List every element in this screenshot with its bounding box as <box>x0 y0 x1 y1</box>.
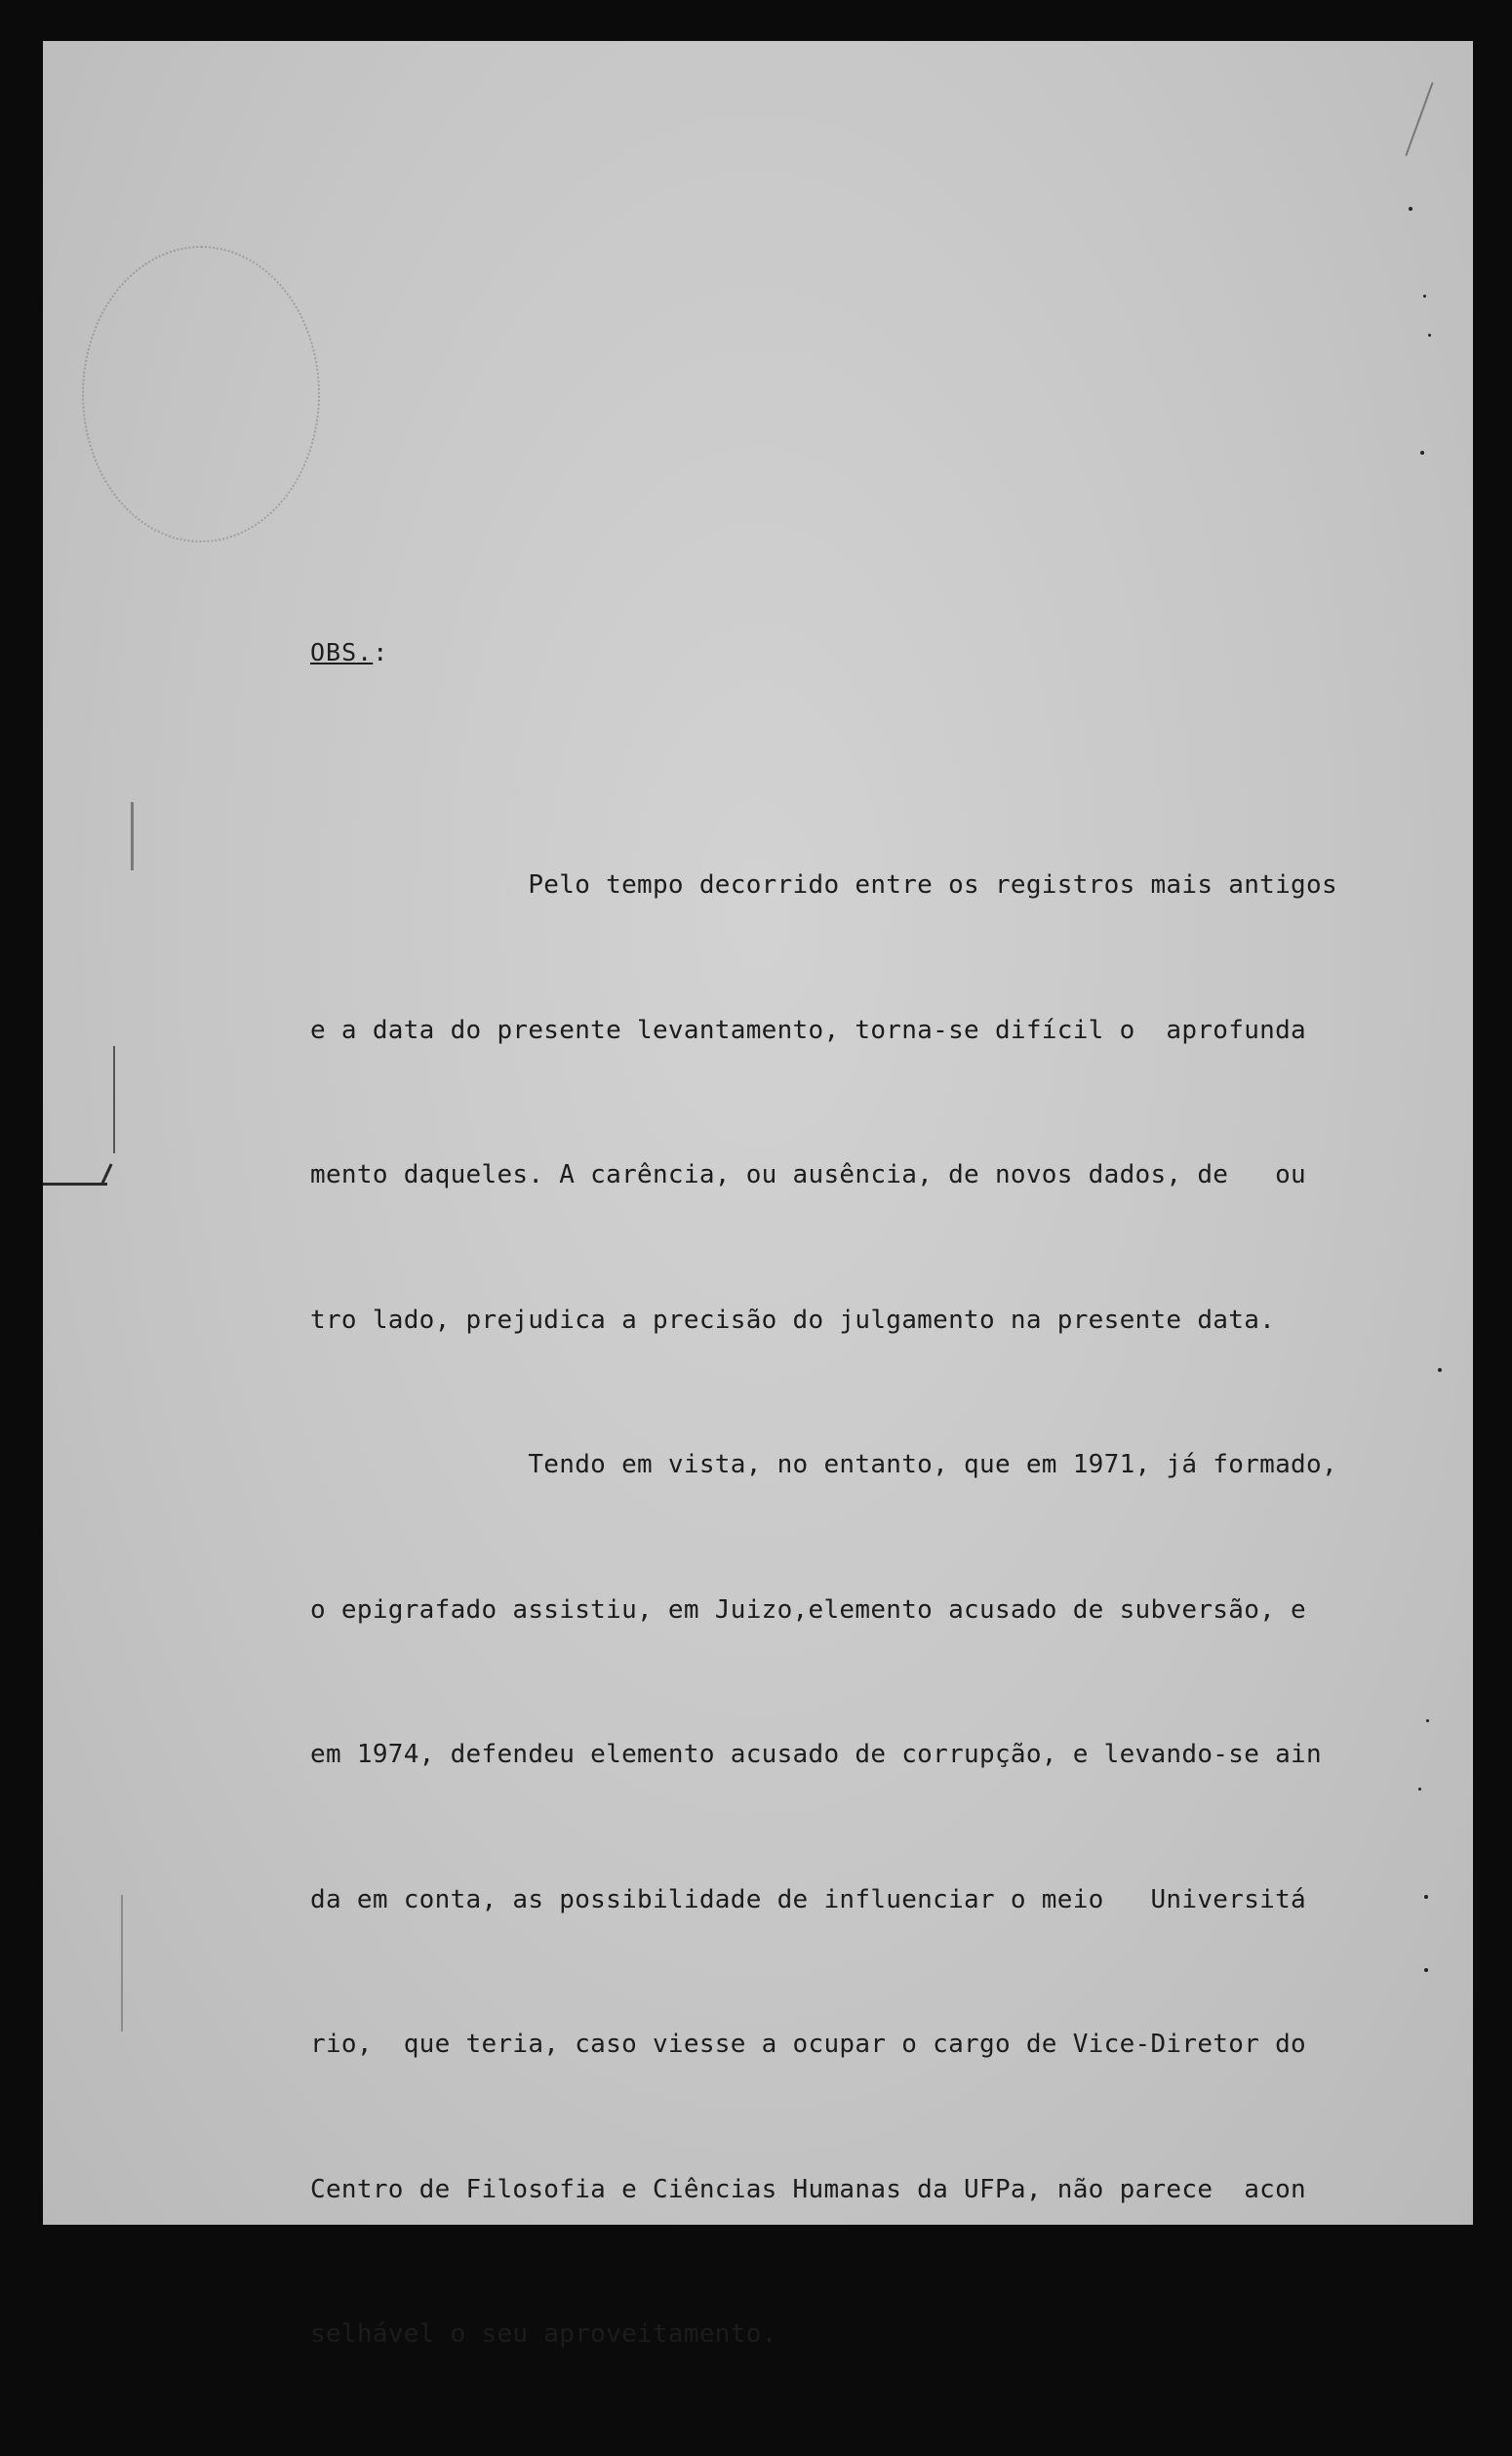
scan-speck <box>1428 334 1431 337</box>
memo-line: mento daqueles. A carência, ou ausência, de novos dados, de ou <box>310 1160 1307 1189</box>
obs-label: OBS. <box>310 638 374 666</box>
document-page <box>43 41 1473 2349</box>
memo-line: tro lado, prejudica a precisão do julgamento na presente data. <box>310 1305 1276 1335</box>
memo-body <box>310 765 1461 2456</box>
scan-speck <box>1420 451 1424 455</box>
margin-mark <box>43 1183 107 1186</box>
obs-heading <box>310 638 388 666</box>
memo-line: Tendo em vista, no entanto, que em 1971, já formado, <box>310 1450 1337 1479</box>
obs-colon: : <box>373 638 389 666</box>
scan-speck <box>1426 1719 1429 1722</box>
scan-speck <box>1418 1788 1421 1791</box>
scan-speck <box>1438 1368 1442 1372</box>
scan-speck <box>1409 207 1413 211</box>
margin-mark <box>121 1895 123 2032</box>
memo-line: e a data do presente levantamento, torna-se difícil o aprofunda <box>310 1015 1307 1045</box>
memo-line: selhável o seu aproveitamento. <box>310 2319 777 2349</box>
memo-line: o epigrafado assistiu, em Juizo,elemento acusado de subversão, e <box>310 1594 1307 1625</box>
margin-mark <box>1405 82 1433 156</box>
memo-line: em 1974, defendeu elemento acusado de corrupção, e levando-se ain <box>310 1740 1322 1769</box>
margin-mark <box>100 1163 112 1184</box>
scan-speck <box>1424 1895 1428 1899</box>
stamp-ghost <box>82 246 320 543</box>
margin-mark <box>131 802 134 870</box>
scan-speck <box>1424 1968 1428 1972</box>
memo-line: Pelo tempo decorrido entre os registros mais antigos <box>310 870 1337 900</box>
memo-line: Centro de Filosofia e Ciências Humanas da UFPa, não parece acon <box>310 2174 1307 2204</box>
scan-speck <box>1423 295 1426 298</box>
margin-mark <box>113 1046 115 1153</box>
memo-line: da em conta, as possibilidade de influenciar o meio Universitá <box>310 1884 1307 1914</box>
memo-line: rio, que teria, caso viesse a ocupar o cargo de Vice-Diretor do <box>310 2030 1307 2059</box>
